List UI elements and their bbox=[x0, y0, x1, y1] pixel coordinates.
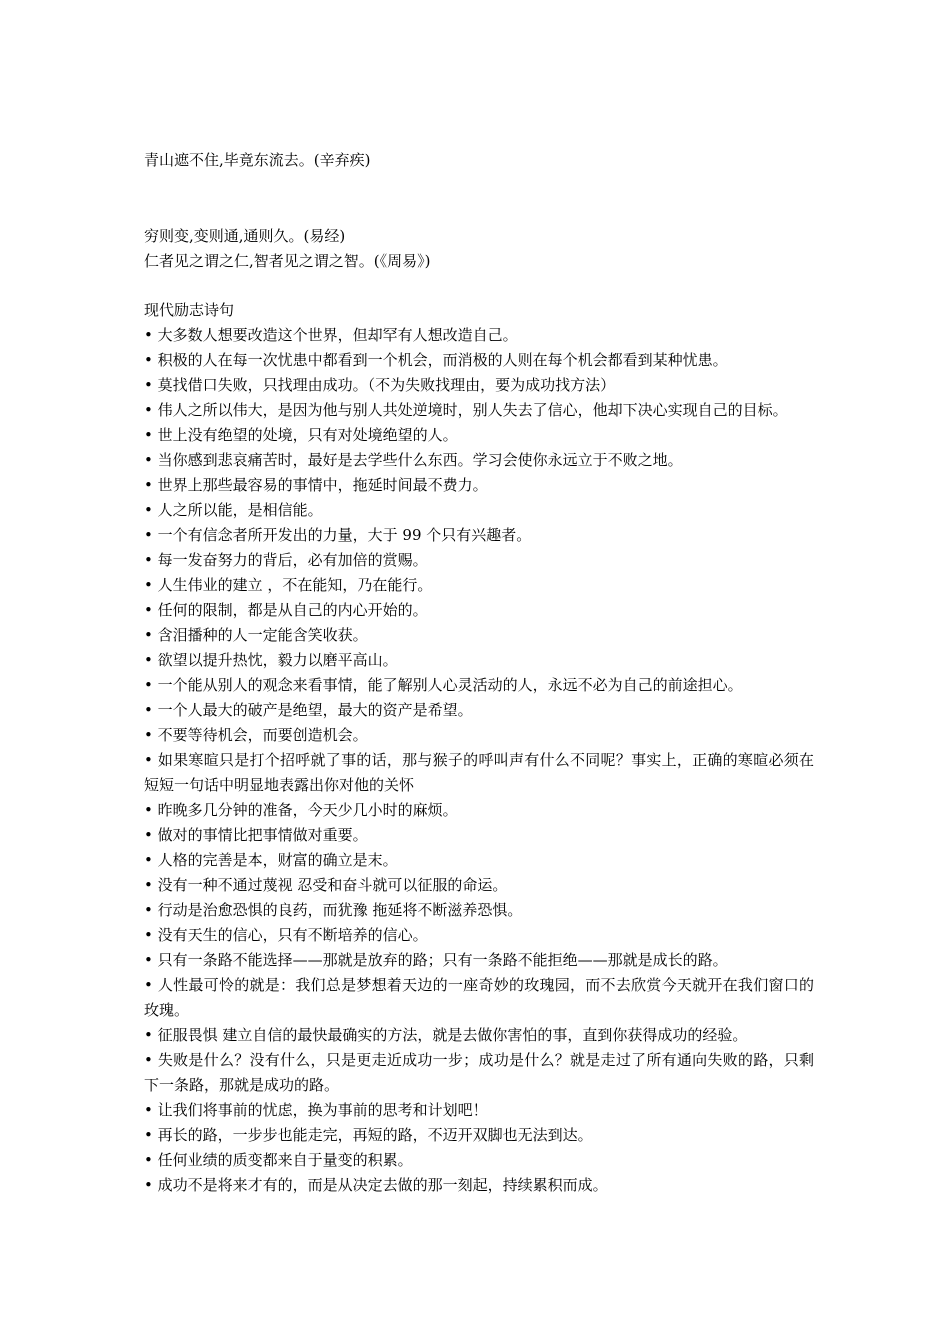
list-item-text: 没有天生的信心，只有不断培养的信心。 bbox=[157, 926, 428, 944]
bullet-icon: • bbox=[144, 976, 153, 994]
list-item-text: 征服畏惧 建立自信的最快最确实的方法，就是去做你害怕的事，直到你获得成功的经验。 bbox=[157, 1026, 748, 1044]
bullet-icon: • bbox=[144, 676, 153, 694]
list-item-text: 一个能从别人的观念来看事情，能了解别人心灵活动的人，永远不必为自己的前途担心。 bbox=[157, 676, 743, 694]
list-item-text: 世上没有绝望的处境，只有对处境绝望的人。 bbox=[157, 426, 458, 444]
bullet-icon: • bbox=[144, 851, 153, 869]
quote-line: 青山遮不住,毕竟东流去。(辛弃疾) bbox=[144, 151, 371, 169]
bullet-icon: • bbox=[144, 551, 153, 569]
modern-quotes-section bbox=[144, 298, 814, 1198]
list-item bbox=[144, 648, 814, 673]
bullet-icon: • bbox=[144, 701, 153, 719]
bullet-icon: • bbox=[144, 951, 153, 969]
list-item bbox=[144, 523, 814, 548]
bullet-icon: • bbox=[144, 901, 153, 919]
list-item-text: 不要等待机会，而要创造机会。 bbox=[157, 726, 368, 744]
list-item-text: 积极的人在每一次忧患中都看到一个机会，而消极的人则在每个机会都看到某种忧患。 bbox=[157, 351, 728, 369]
list-item-text: 一个有信念者所开发出的力量，大于 99 个只有兴趣者。 bbox=[157, 526, 532, 544]
list-item-text: 任何的限制，都是从自己的内心开始的。 bbox=[157, 601, 428, 619]
list-item-text: 人之所以能，是相信能。 bbox=[157, 501, 323, 519]
list-item bbox=[144, 848, 814, 873]
list-item bbox=[144, 498, 814, 523]
document-page bbox=[144, 0, 814, 1344]
quote-list bbox=[144, 323, 814, 1198]
bullet-icon: • bbox=[144, 526, 153, 544]
list-item bbox=[144, 1173, 814, 1198]
list-item-text: 人生伟业的建立 ，不在能知，乃在能行。 bbox=[157, 576, 433, 594]
list-item bbox=[144, 873, 814, 898]
list-item bbox=[144, 348, 814, 373]
list-item-text: 莫找借口失败，只找理由成功。（不为失败找理由，要为成功找方法） bbox=[157, 376, 616, 394]
list-item bbox=[144, 1048, 814, 1098]
list-item bbox=[144, 548, 814, 573]
bullet-icon: • bbox=[144, 751, 153, 769]
bullet-icon: • bbox=[144, 476, 153, 494]
bullet-icon: • bbox=[144, 926, 153, 944]
list-item-text: 任何业绩的质变都来自于量变的积累。 bbox=[157, 1151, 413, 1169]
list-item-text: 大多数人想要改造这个世界，但却罕有人想改造自己。 bbox=[157, 326, 518, 344]
list-item-text: 一个人最大的破产是绝望，最大的资产是希望。 bbox=[157, 701, 473, 719]
bullet-icon: • bbox=[144, 801, 153, 819]
list-item-text: 当你感到悲哀痛苦时，最好是去学些什么东西。学习会使你永远立于不败之地。 bbox=[157, 451, 683, 469]
bullet-icon: • bbox=[144, 826, 153, 844]
quote-line: 穷则变,变则通,通则久。(易经) bbox=[144, 227, 346, 245]
bullet-icon: • bbox=[144, 1176, 153, 1194]
list-item-text: 昨晚多几分钟的准备，今天少几小时的麻烦。 bbox=[157, 801, 458, 819]
list-item bbox=[144, 973, 814, 1023]
list-item-text: 伟人之所以伟大，是因为他与别人共处逆境时，别人失去了信心，他却下决心实现自己的目标。 bbox=[157, 401, 788, 419]
list-item-text: 再长的路，一步步也能走完，再短的路，不迈开双脚也无法到达。 bbox=[157, 1126, 593, 1144]
list-item bbox=[144, 748, 814, 798]
bullet-icon: • bbox=[144, 1051, 153, 1069]
list-item bbox=[144, 448, 814, 473]
list-item bbox=[144, 948, 814, 973]
bullet-icon: • bbox=[144, 326, 153, 344]
list-item bbox=[144, 798, 814, 823]
list-item bbox=[144, 923, 814, 948]
bullet-icon: • bbox=[144, 726, 153, 744]
bullet-icon: • bbox=[144, 1026, 153, 1044]
list-item bbox=[144, 323, 814, 348]
bullet-icon: • bbox=[144, 376, 153, 394]
list-item-text: 人性最可怜的就是：我们总是梦想着天边的一座奇妙的玫瑰园，而不去欣赏今天就开在我们窗口的玫瑰。 bbox=[144, 976, 814, 1019]
bullet-icon: • bbox=[144, 1101, 153, 1119]
bullet-icon: • bbox=[144, 651, 153, 669]
list-item-text: 没有一种不通过蔑视 忍受和奋斗就可以征服的命运。 bbox=[157, 876, 508, 894]
list-item-text: 欲望以提升热忱，毅力以磨平高山。 bbox=[157, 651, 398, 669]
list-item bbox=[144, 1023, 814, 1048]
bullet-icon: • bbox=[144, 451, 153, 469]
list-item bbox=[144, 823, 814, 848]
list-item-text: 行动是治愈恐惧的良药，而犹豫 拖延将不断滋养恐惧。 bbox=[157, 901, 523, 919]
list-item bbox=[144, 698, 814, 723]
list-item bbox=[144, 573, 814, 598]
list-item bbox=[144, 723, 814, 748]
quote-line: 仁者见之谓之仁,智者见之谓之智。(《周易》) bbox=[144, 252, 431, 270]
list-item-text: 含泪播种的人一定能含笑收获。 bbox=[157, 626, 368, 644]
section-heading: 现代励志诗句 bbox=[144, 301, 235, 319]
bullet-icon: • bbox=[144, 876, 153, 894]
bullet-icon: • bbox=[144, 626, 153, 644]
list-item bbox=[144, 898, 814, 923]
list-item bbox=[144, 1148, 814, 1173]
list-item bbox=[144, 398, 814, 423]
bullet-icon: • bbox=[144, 1151, 153, 1169]
list-item-text: 成功不是将来才有的，而是从决定去做的那一刻起，持续累积而成。 bbox=[157, 1176, 608, 1194]
list-item-text: 让我们将事前的忧虑，换为事前的思考和计划吧！ bbox=[157, 1101, 488, 1119]
list-item bbox=[144, 1098, 814, 1123]
bullet-icon: • bbox=[144, 576, 153, 594]
list-item-text: 人格的完善是本，财富的确立是末。 bbox=[157, 851, 398, 869]
list-item bbox=[144, 423, 814, 448]
bullet-icon: • bbox=[144, 401, 153, 419]
list-item-text: 做对的事情比把事情做对重要。 bbox=[157, 826, 368, 844]
bullet-icon: • bbox=[144, 601, 153, 619]
list-item-text: 如果寒暄只是打个招呼就了事的话，那与猴子的呼叫声有什么不同呢？事实上，正确的寒暄必须在短短一句话中明显地表露出你对他的关怀 bbox=[144, 751, 814, 794]
list-item bbox=[144, 623, 814, 648]
list-item bbox=[144, 1123, 814, 1148]
list-item bbox=[144, 598, 814, 623]
bullet-icon: • bbox=[144, 351, 153, 369]
list-item-text: 世界上那些最容易的事情中，拖延时间最不费力。 bbox=[157, 476, 488, 494]
list-item bbox=[144, 373, 814, 398]
bullet-icon: • bbox=[144, 501, 153, 519]
bullet-icon: • bbox=[144, 426, 153, 444]
list-item bbox=[144, 673, 814, 698]
list-item-text: 只有一条路不能选择——那就是放弃的路；只有一条路不能拒绝——那就是成长的路。 bbox=[157, 951, 728, 969]
list-item-text: 每一发奋努力的背后，必有加倍的赏赐。 bbox=[157, 551, 428, 569]
list-item bbox=[144, 473, 814, 498]
list-item-text: 失败是什么？没有什么，只是更走近成功一步；成功是什么？就是走过了所有通向失败的路，只剩下一条路，那就是成功的路。 bbox=[144, 1051, 814, 1094]
bullet-icon: • bbox=[144, 1126, 153, 1144]
